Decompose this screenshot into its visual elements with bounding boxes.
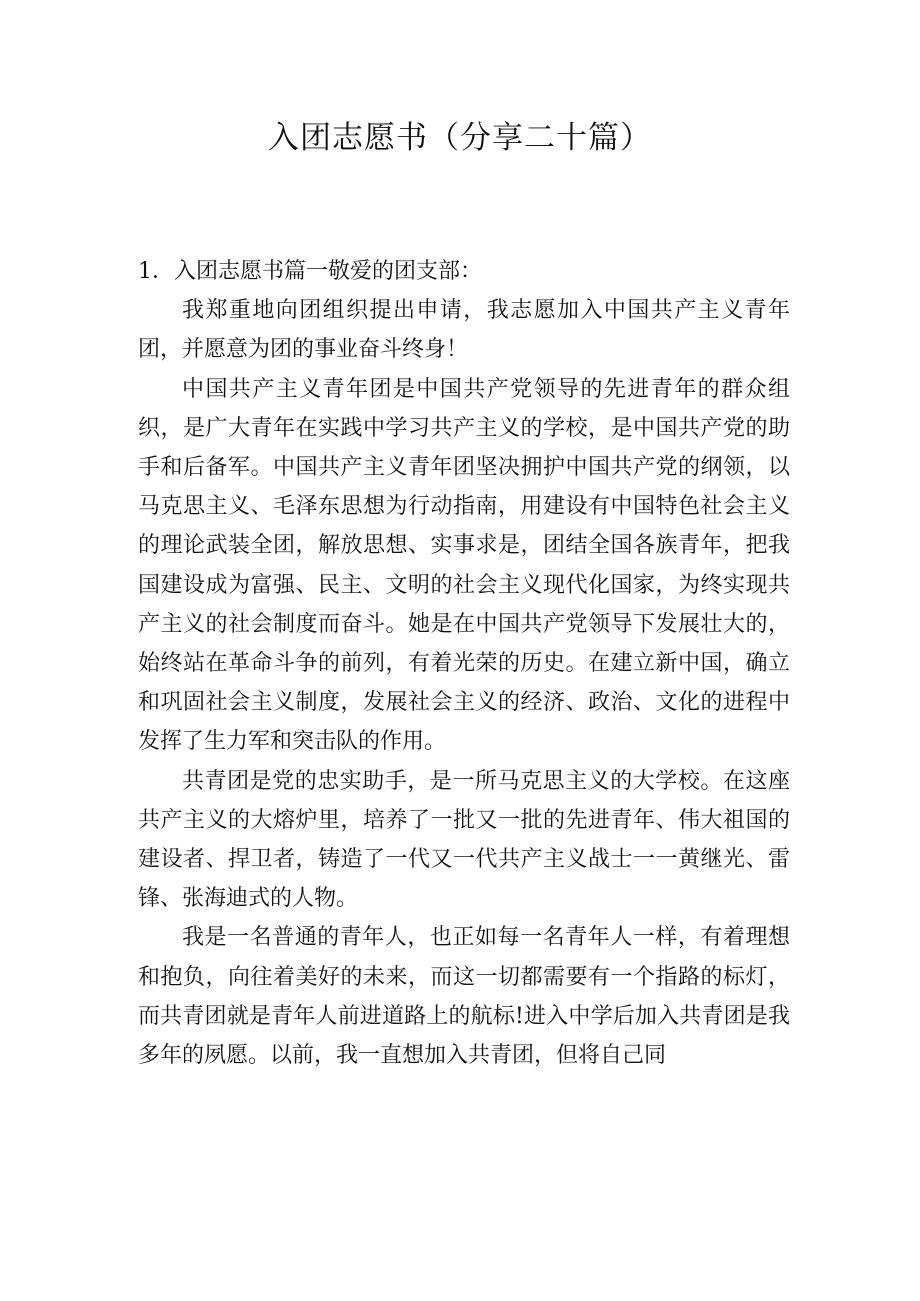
section-heading: 1．入团志愿书篇一敬爱的团支部：	[138, 259, 482, 284]
paragraph-league-description: 中国共产主义青年团是中国共产党领导的先进青年的群众组织，是广大青年在实践中学习共产主义的学校，是中国共产党的助手和后备军。中国共产主义青年团坚决拥护中国共产党的纲领，以马克思主义、毛泽东思想为行动指南，用建设有中国特色社会主义的理论武装全团，解放思想、实事求是，团结全国各族青年，把我国建设成为富强、民主、文明的社会主义现代化国家，为终实现共产主义的社会制度而奋斗。她是在中国共产党领导下发展壮大的，始终站在革命斗争的前列，有着光荣的历史。在建立新中国，确立和巩固社会主义制度，发展社会主义的经济、政治、文化的进程中发挥了生力军和突击队的作用。	[138, 376, 790, 755]
paragraph-personal-aspiration: 我是一名普通的青年人，也正如每一名青年人一样，有着理想和抱负，向往着美好的未来，而这一切都需要有一个指路的标灯，而共青团就是青年人前进道路上的航标!进入中学后加入共青团是我多年的夙愿。以前，我一直想加入共青团，但将自己同	[138, 925, 790, 1069]
paragraph-league-role: 共青团是党的忠实助手，是一所马克思主义的大学校。在这座共产主义的大熔炉里，培养了一批又一批的先进青年、伟大祖国的建设者、捍卫者，铸造了一代又一代共产主义战士一一黄继光、雷锋、张海迪式的人物。	[138, 768, 790, 912]
paragraph-application: 我郑重地向团组织提出申请，我志愿加入中国共产主义青年团，并愿意为团的事业奋斗终身！	[138, 298, 790, 363]
document-title: 入团志愿书（分享二十篇）	[268, 120, 652, 156]
document-body	[138, 252, 790, 1075]
